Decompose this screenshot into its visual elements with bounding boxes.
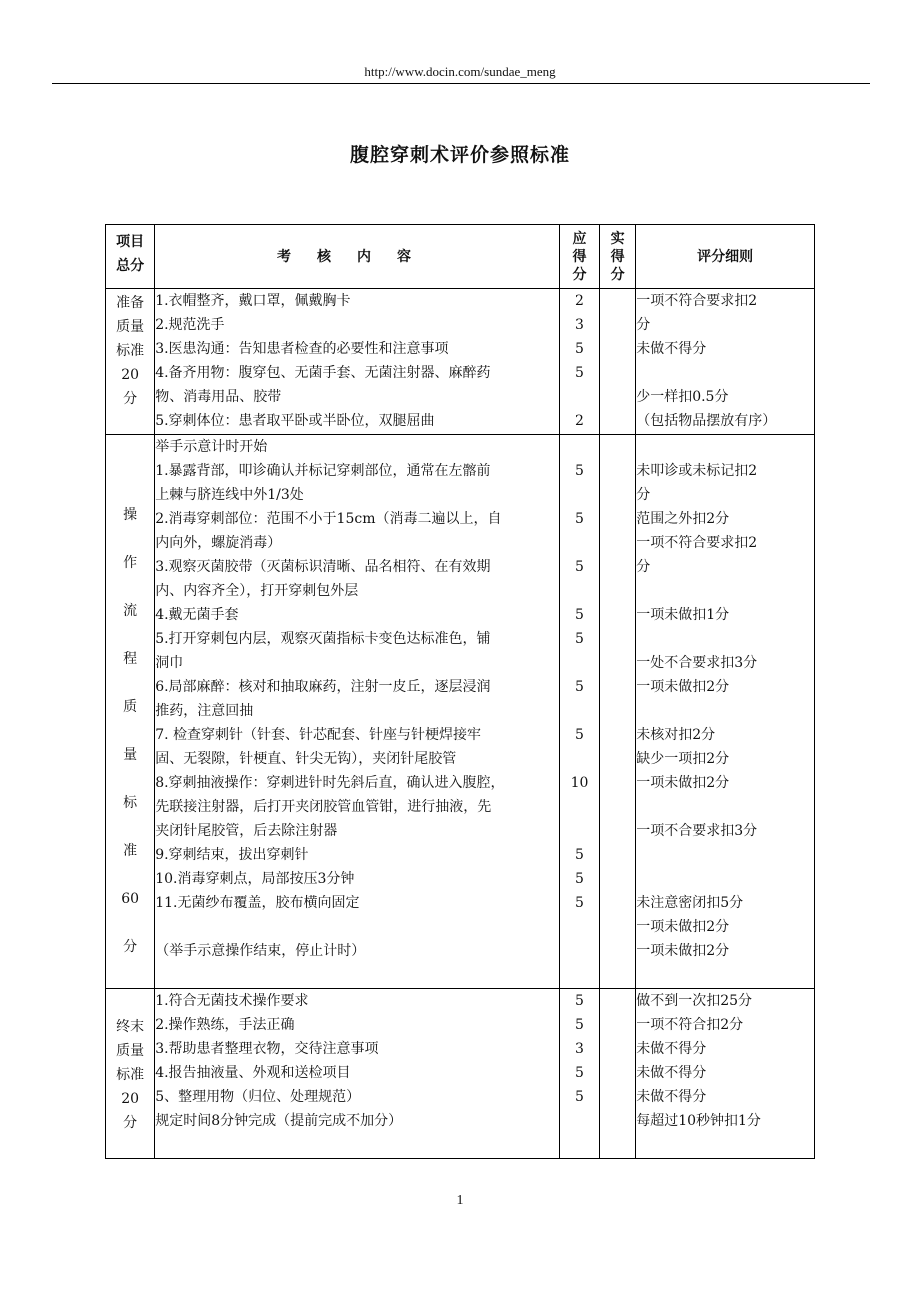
rule-line: 一项不合要求扣3分 xyxy=(636,823,758,839)
section-row xyxy=(106,289,815,435)
rule-line: 一项未做扣1分 xyxy=(636,607,730,623)
standard-score-value xyxy=(560,651,599,675)
rule-line xyxy=(636,843,814,867)
standard-score-value xyxy=(560,483,599,507)
content-line: 4.备齐用物：腹穿包、无菌手套、无菌注射器、麻醉药 xyxy=(155,365,491,381)
section-item-line: 准 xyxy=(123,843,138,859)
content-line: 5.打开穿刺包内层，观察灭菌指标卡变色达标准色，铺 xyxy=(155,631,491,647)
section-standard-score xyxy=(559,289,599,435)
section-item-line: 标准 xyxy=(116,343,145,359)
header-standard-score: 应 得 分 xyxy=(559,225,599,289)
standard-score-value xyxy=(560,747,599,771)
content-line: 内、内容齐全），打开穿刺包外层 xyxy=(155,583,359,599)
standard-score-value xyxy=(560,579,599,603)
rule-line: 做不到一次扣25分 xyxy=(636,993,753,1009)
section-actual-score xyxy=(600,435,636,989)
content-line: 1.衣帽整齐，戴口罩，佩戴胸卡 xyxy=(155,293,351,309)
header-content: 考核内容 xyxy=(155,225,560,289)
standard-score-value xyxy=(560,915,599,939)
section-item-line: 60 xyxy=(121,891,140,907)
content-line: 2.操作熟练，手法正确 xyxy=(155,1017,295,1033)
section-row xyxy=(106,435,815,989)
rule-line xyxy=(636,795,814,819)
section-item-line: 质量 xyxy=(116,319,145,335)
standard-score-value: 5 xyxy=(575,1065,584,1081)
section-rules xyxy=(636,289,815,435)
rule-line: 一项未做扣2分 xyxy=(636,775,730,791)
rule-line: 一项未做扣2分 xyxy=(636,919,730,935)
rule-line: 一项不符合扣2分 xyxy=(636,1017,744,1033)
content-line: 固、无裂隙，针梗直、针尖无钩），夹闭针尾胶管 xyxy=(155,751,457,767)
content-line: 8.穿刺抽液操作：穿刺进针时先斜后直，确认进入腹腔， xyxy=(155,775,505,791)
header-rule xyxy=(52,83,870,84)
rule-line xyxy=(636,867,814,891)
rule-line: 未注意密闭扣5分 xyxy=(636,895,744,911)
standard-score-value: 3 xyxy=(575,317,584,333)
table-header-row xyxy=(106,225,815,289)
standard-score-value xyxy=(560,795,599,819)
standard-score-value: 5 xyxy=(575,847,584,863)
content-line: 洞巾 xyxy=(155,655,184,671)
standard-score-value: 5 xyxy=(575,365,584,381)
rule-line: （包括物品摆放有序） xyxy=(636,413,777,429)
rule-line: 未叩诊或未标记扣2 xyxy=(636,463,758,479)
standard-score-value xyxy=(560,385,599,409)
rule-line: 分 xyxy=(636,487,651,503)
rule-line xyxy=(636,627,814,651)
rule-line: 未核对扣2分 xyxy=(636,727,716,743)
header-item: 项目 总分 xyxy=(106,225,155,289)
rule-line: 未做不得分 xyxy=(636,1041,707,1057)
content-line: 5、整理用物（归位、处理规范） xyxy=(155,1089,361,1105)
content-line: 物、消毒用品、胶带 xyxy=(155,389,282,405)
content-line: 2.规范洗手 xyxy=(155,317,225,333)
content-line: 上棘与脐连线中外1/3处 xyxy=(155,487,304,503)
rule-line xyxy=(636,435,814,459)
section-rules xyxy=(636,435,815,989)
section-item-line: 准备 xyxy=(116,295,145,311)
content-line: 夹闭针尾胶管，后去除注射器 xyxy=(155,823,338,839)
section-item-line: 作 xyxy=(123,555,138,571)
rule-line: 未做不得分 xyxy=(636,1089,707,1105)
rule-line: 每超过10秒钟扣1分 xyxy=(636,1113,761,1129)
content-line xyxy=(155,915,559,939)
rule-line: 范围之外扣2分 xyxy=(636,511,730,527)
content-line: 11.无菌纱布覆盖，胶布横向固定 xyxy=(155,895,360,911)
standard-score-value: 2 xyxy=(575,413,584,429)
standard-score-value: 5 xyxy=(575,727,584,743)
rule-line xyxy=(636,361,814,385)
standard-score-value: 5 xyxy=(575,993,584,1009)
content-line: 先联接注射器，后打开夹闭胶管血管钳，进行抽液，先 xyxy=(155,799,492,815)
standard-score-value: 5 xyxy=(575,511,584,527)
standard-score-value: 5 xyxy=(575,871,584,887)
standard-score-value xyxy=(560,939,599,963)
standard-score-value: 5 xyxy=(575,463,584,479)
content-line: （举手示意操作结束，停止计时） xyxy=(155,943,366,959)
section-item-line: 20 xyxy=(121,1091,140,1107)
standard-score-value: 5 xyxy=(575,895,584,911)
section-actual-score xyxy=(600,989,636,1159)
page-title: 腹腔穿刺术评价参照标准 xyxy=(349,144,570,166)
section-item-line: 质量 xyxy=(116,1043,145,1059)
standard-score-value: 2 xyxy=(575,293,584,309)
rule-line: 一处不合要求扣3分 xyxy=(636,655,758,671)
standard-score-value: 5 xyxy=(575,607,584,623)
section-content xyxy=(155,989,560,1159)
rule-line: 分 xyxy=(636,317,651,333)
rule-line xyxy=(636,579,814,603)
content-line: 3.观察灭菌胶带（灭菌标识清晰、品名相符、在有效期 xyxy=(155,559,491,575)
standard-score-value: 5 xyxy=(575,631,584,647)
standard-score-value: 5 xyxy=(575,559,584,575)
content-line: 7. 检查穿刺针（针套、针芯配套、针座与针梗焊接牢 xyxy=(155,727,482,743)
content-line: 3.医患沟通：告知患者检查的必要性和注意事项 xyxy=(155,341,449,357)
content-line: 3.帮助患者整理衣物，交待注意事项 xyxy=(155,1041,379,1057)
content-line: 4.报告抽液量、外观和送检项目 xyxy=(155,1065,351,1081)
section-actual-score xyxy=(600,289,636,435)
header-url: http://www.docin.com/sundae_meng xyxy=(364,64,556,79)
rule-line: 一项未做扣2分 xyxy=(636,679,730,695)
content-line: 2.消毒穿刺部位：范围不小于15cm（消毒二遍以上，自 xyxy=(155,511,502,527)
section-item-line: 质 xyxy=(123,699,138,715)
rule-line: 一项不符合要求扣2 xyxy=(636,535,758,551)
section-content xyxy=(155,289,560,435)
section-item-line: 操 xyxy=(123,507,138,523)
standard-score-value xyxy=(560,699,599,723)
standard-score-value xyxy=(560,819,599,843)
section-item-line: 标 xyxy=(123,795,138,811)
content-line: 4.戴无菌手套 xyxy=(155,607,239,623)
rule-line: 少一样扣0.5分 xyxy=(636,389,729,405)
section-item-line: 标准 xyxy=(116,1067,145,1083)
section-item-line: 流 xyxy=(123,603,138,619)
content-line: 1.暴露背部，叩诊确认并标记穿刺部位，通常在左髂前 xyxy=(155,463,491,479)
rule-line: 分 xyxy=(636,559,651,575)
rule-line xyxy=(636,699,814,723)
rule-line: 未做不得分 xyxy=(636,1065,707,1081)
content-line: 内向外，螺旋消毒） xyxy=(155,535,282,551)
section-rules xyxy=(636,989,815,1159)
evaluation-table xyxy=(105,224,815,1159)
standard-score-value: 5 xyxy=(575,1089,584,1105)
content-line: 推药，注意回抽 xyxy=(155,703,254,719)
standard-score-value: 5 xyxy=(575,679,584,695)
section-row xyxy=(106,989,815,1159)
rule-line: 缺少一项扣2分 xyxy=(636,751,730,767)
section-item-line: 20 xyxy=(121,367,140,383)
content-line: 10.消毒穿刺点，局部按压3分钟 xyxy=(155,871,355,887)
section-item xyxy=(106,289,155,435)
section-item-line: 分 xyxy=(123,1115,138,1131)
standard-score-value: 5 xyxy=(575,341,584,357)
section-content xyxy=(155,435,560,989)
header-actual-score: 实 得 分 xyxy=(600,225,636,289)
content-line: 6.局部麻醉：核对和抽取麻药，注射一皮丘，逐层浸润 xyxy=(155,679,491,695)
rule-line: 一项未做扣2分 xyxy=(636,943,730,959)
section-item-line: 分 xyxy=(123,391,138,407)
standard-score-value xyxy=(560,435,599,459)
content-line: 5.穿刺体位：患者取平卧或半卧位，双腿屈曲 xyxy=(155,413,435,429)
section-standard-score xyxy=(559,435,599,989)
standard-score-value: 10 xyxy=(570,775,589,791)
content-line: 规定时间8分钟完成（提前完成不加分） xyxy=(155,1113,403,1129)
page-number: 1 xyxy=(456,1193,464,1208)
content-line: 1.符合无菌技术操作要求 xyxy=(155,993,309,1009)
standard-score-value: 3 xyxy=(575,1041,584,1057)
section-item-line: 分 xyxy=(123,939,138,955)
section-item-line: 量 xyxy=(123,747,138,763)
section-standard-score xyxy=(559,989,599,1159)
section-item-line: 终末 xyxy=(116,1019,145,1035)
section-item-line: 程 xyxy=(123,651,138,667)
rule-line: 一项不符合要求扣2 xyxy=(636,293,758,309)
standard-score-value: 5 xyxy=(575,1017,584,1033)
section-item xyxy=(106,989,155,1159)
standard-score-value xyxy=(560,531,599,555)
standard-score-value xyxy=(560,1109,599,1133)
section-item xyxy=(106,435,155,989)
content-line: 9.穿刺结束，拔出穿刺针 xyxy=(155,847,309,863)
content-line: 举手示意计时开始 xyxy=(155,439,268,455)
rule-line: 未做不得分 xyxy=(636,341,707,357)
header-rules: 评分细则 xyxy=(636,225,815,289)
